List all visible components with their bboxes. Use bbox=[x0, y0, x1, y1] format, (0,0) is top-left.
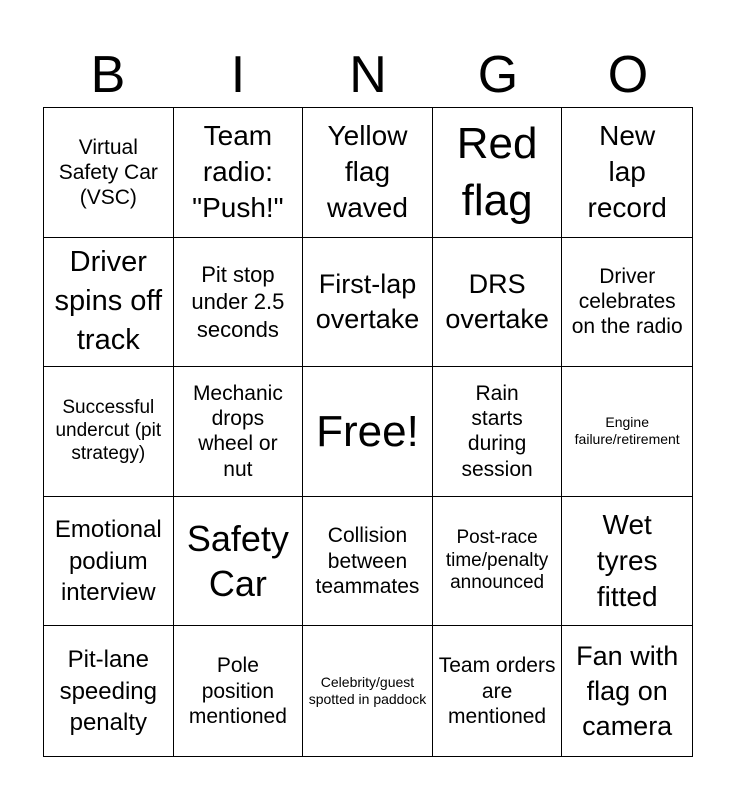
bingo-cell-label: Driver spins off track bbox=[54, 246, 163, 357]
bingo-cell-label: Team radio: "Push!" bbox=[192, 119, 284, 224]
header-letter-i: I bbox=[230, 46, 246, 104]
bingo-cell-label: Mechanic drops wheel or nut bbox=[192, 382, 283, 481]
bingo-cell[interactable] bbox=[174, 497, 304, 627]
bingo-cell[interactable] bbox=[433, 497, 563, 627]
bingo-cell[interactable] bbox=[562, 238, 692, 368]
bingo-cell[interactable] bbox=[44, 626, 174, 756]
bingo-cell-label: Engine failure/retirement bbox=[574, 413, 680, 448]
bingo-cell-label: Team orders are mentioned bbox=[438, 654, 556, 728]
bingo-cell[interactable] bbox=[433, 108, 563, 238]
bingo-cell-label: Virtual Safety Car (VSC) bbox=[58, 135, 158, 209]
header-letter-b: B bbox=[90, 46, 126, 104]
bingo-cell-label: Emotional podium interview bbox=[54, 516, 162, 606]
bingo-cell-label: Wet tyres fitted bbox=[596, 508, 658, 613]
free-space-label: Free! bbox=[316, 406, 419, 456]
bingo-cell-label: Yellow flag waved bbox=[327, 119, 408, 224]
bingo-cell-label: Celebrity/guest spotted in paddock bbox=[308, 673, 427, 708]
bingo-cell-label: New lap record bbox=[587, 119, 667, 224]
bingo-cell[interactable] bbox=[562, 108, 692, 238]
header-letter-o: O bbox=[607, 46, 649, 104]
bingo-cell-label: Safety Car bbox=[186, 518, 289, 605]
bingo-cell-label: First-lap overtake bbox=[315, 268, 420, 334]
bingo-board bbox=[43, 107, 693, 757]
bingo-cell[interactable] bbox=[174, 626, 304, 756]
bingo-cell-label: DRS overtake bbox=[445, 268, 549, 334]
bingo-cell-label: Fan with flag on camera bbox=[576, 640, 679, 741]
bingo-cell-label: Successful undercut (pit strategy) bbox=[55, 397, 162, 464]
bingo-cell-label: Post-race time/penalty announced bbox=[445, 526, 549, 594]
header-letter-n: N bbox=[349, 46, 387, 104]
bingo-cell[interactable] bbox=[562, 367, 692, 497]
free-space-cell[interactable] bbox=[303, 367, 433, 497]
bingo-cell-label: Rain starts during session bbox=[461, 382, 533, 481]
bingo-cell[interactable] bbox=[303, 626, 433, 756]
bingo-cell-label: Driver celebrates on the radio bbox=[571, 265, 683, 339]
bingo-cell[interactable] bbox=[44, 497, 174, 627]
bingo-cell[interactable] bbox=[303, 238, 433, 368]
bingo-cell-label: Red flag bbox=[456, 119, 538, 226]
bingo-cell[interactable] bbox=[174, 238, 304, 368]
bingo-cell-label: Pit-lane speeding penalty bbox=[59, 646, 157, 736]
bingo-cell[interactable] bbox=[44, 108, 174, 238]
bingo-cell-label: Collision between teammates bbox=[315, 524, 420, 598]
bingo-cell[interactable] bbox=[562, 626, 692, 756]
header-letter-g: G bbox=[477, 46, 519, 104]
bingo-header bbox=[43, 46, 693, 104]
bingo-cell-label: Pole position mentioned bbox=[188, 654, 287, 728]
bingo-cell[interactable] bbox=[303, 108, 433, 238]
bingo-cell[interactable] bbox=[433, 626, 563, 756]
bingo-cell-label: Pit stop under 2.5 seconds bbox=[191, 261, 285, 342]
bingo-cell[interactable] bbox=[303, 497, 433, 627]
bingo-cell[interactable] bbox=[433, 367, 563, 497]
bingo-cell[interactable] bbox=[433, 238, 563, 368]
bingo-cell[interactable] bbox=[174, 108, 304, 238]
bingo-cell[interactable] bbox=[562, 497, 692, 627]
bingo-cell[interactable] bbox=[174, 367, 304, 497]
bingo-cell[interactable] bbox=[44, 238, 174, 368]
bingo-cell[interactable] bbox=[44, 367, 174, 497]
